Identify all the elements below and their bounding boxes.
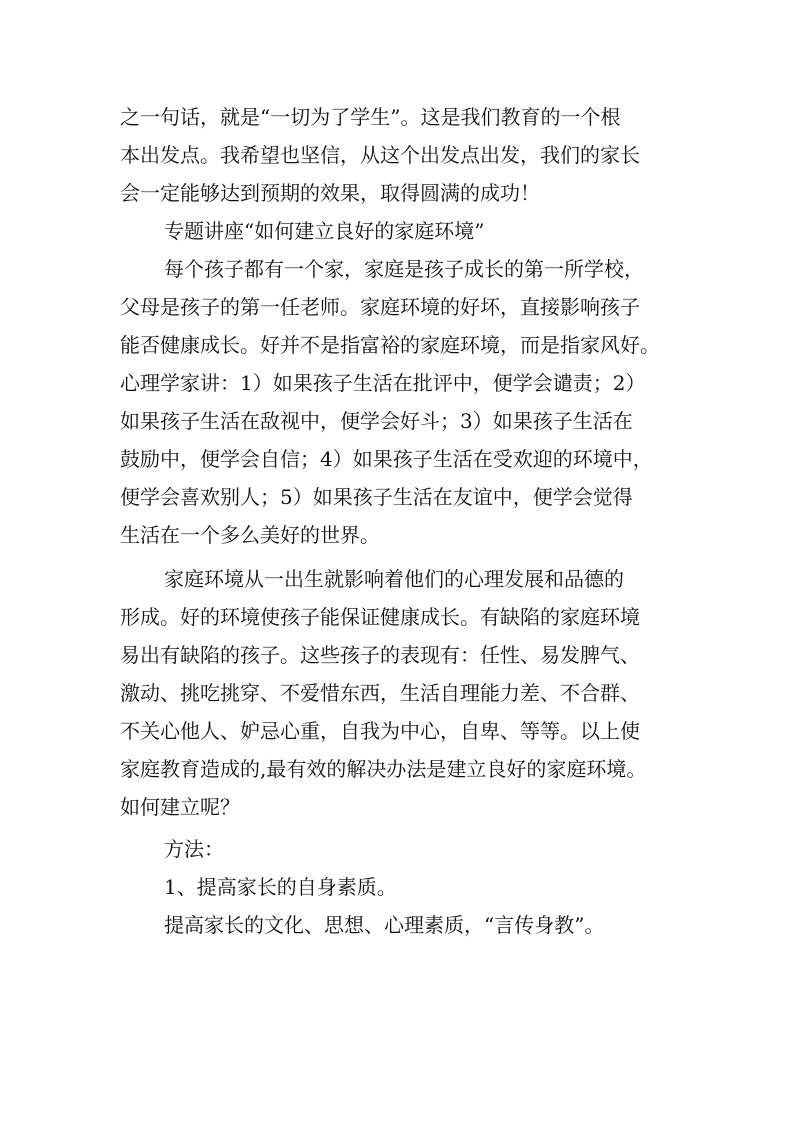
body-line-10: 鼓励中，便学会自信；4）如果孩子生活在受欢迎的环境中， bbox=[120, 447, 653, 471]
body-line-18: 家庭教育造成的,最有效的解决办法是建立良好的家庭环境。 bbox=[120, 757, 647, 781]
method-detail-1: 提高家长的文化、思想、心理素质，“言传身教”。 bbox=[164, 913, 605, 937]
body-line-2: 本出发点。我希望也坚信，从这个出发点出发，我们的家长 bbox=[120, 143, 640, 167]
section-title: 专题讲座“如何建立良好的家庭环境” bbox=[164, 219, 485, 243]
body-line-8: 心理学家讲：1）如果孩子生活在批评中，便学会谴责；2） bbox=[120, 371, 646, 395]
body-line-3: 会一定能够达到预期的效果，取得圆满的成功！ bbox=[120, 181, 540, 205]
body-line-15: 易出有缺陷的孩子。这些孩子的表现有：任性、易发脾气、 bbox=[120, 643, 640, 667]
body-line-5: 每个孩子都有一个家，家庭是孩子成长的第一所学校， bbox=[164, 257, 644, 281]
body-line-17: 不关心他人、妒忌心重，自我为中心，自卑、等等。以上使 bbox=[120, 719, 640, 743]
method-heading: 方法： bbox=[164, 837, 224, 861]
body-line-11: 便学会喜欢别人；5）如果孩子生活在友谊中，便学会觉得 bbox=[120, 485, 633, 509]
body-line-19: 如何建立呢？ bbox=[120, 795, 240, 819]
body-line-16: 激动、挑吃挑穿、不爱惜东西，生活自理能力差、不合群、 bbox=[120, 681, 640, 705]
body-line-13: 家庭环境从一出生就影响着他们的心理发展和品德的 bbox=[164, 567, 624, 591]
document-body bbox=[120, 98, 685, 944]
body-line-14: 形成。好的环境使孩子能保证健康成长。有缺陷的家庭环境 bbox=[120, 605, 640, 629]
method-item-1: 1、提高家长的自身素质。 bbox=[164, 875, 397, 899]
body-line-6: 父母是孩子的第一任老师。家庭环境的好坏，直接影响孩子 bbox=[120, 295, 640, 319]
body-line-12: 生活在一个多么美好的世界。 bbox=[120, 523, 380, 547]
body-line-1: 之一句话，就是“一切为了学生”。这是我们教育的一个根 bbox=[120, 105, 621, 129]
body-line-7: 能否健康成长。好并不是指富裕的家庭环境，而是指家风好。 bbox=[120, 333, 660, 357]
body-line-9: 如果孩子生活在敌视中，便学会好斗；3）如果孩子生活在 bbox=[120, 409, 633, 433]
